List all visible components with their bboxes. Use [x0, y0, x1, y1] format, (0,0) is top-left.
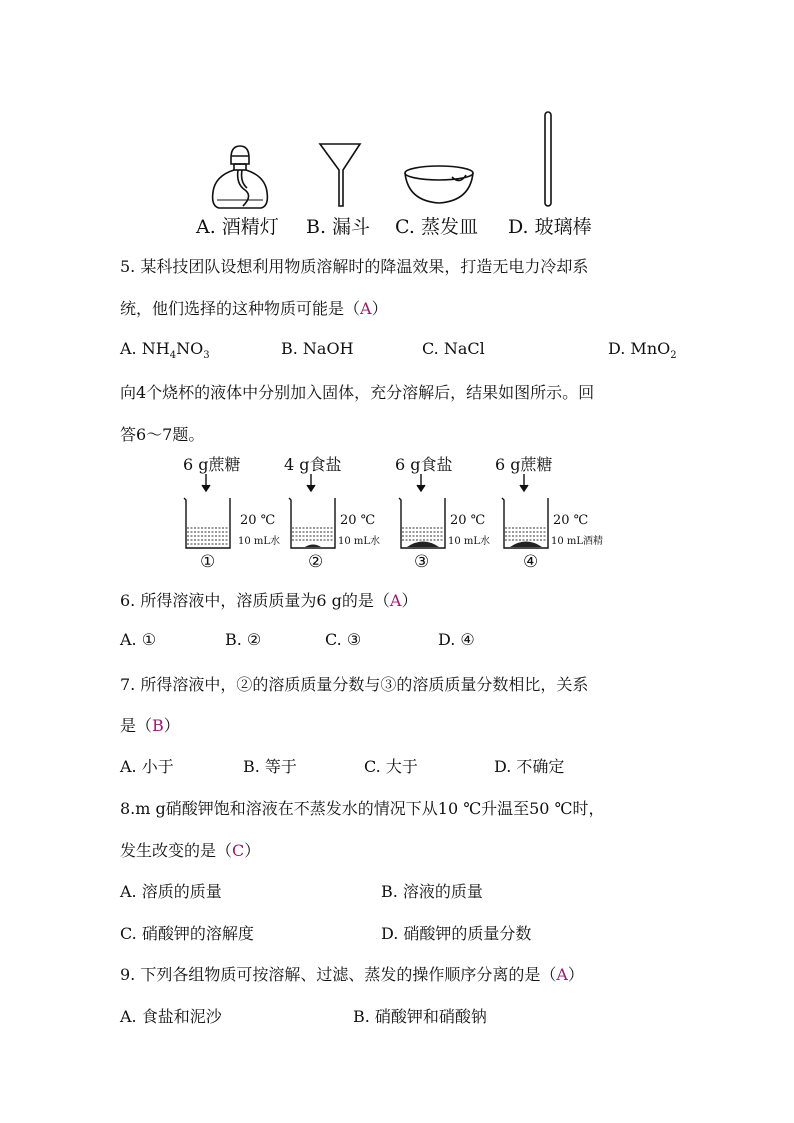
- intro-line2: 答6～7题。: [120, 425, 205, 444]
- q8-answer: C: [232, 841, 245, 860]
- q5-option-b: B. NaOH: [281, 339, 354, 358]
- q8-stem-line1: 8.m g硝酸钾饱和溶液在不蒸发水的情况下从10 ℃升温至50 ℃时，: [120, 799, 605, 818]
- beaker-4-liquid: 10 mL酒精: [551, 536, 604, 547]
- beaker-3-drawing: [393, 472, 453, 552]
- intro-line1: 向4个烧杯的液体中分别加入固体，充分溶解后，结果如图所示。回: [120, 383, 595, 402]
- glass-rod-drawing: [542, 110, 554, 210]
- beaker-1-solute: 6 g蔗糖: [183, 455, 241, 474]
- q9-option-a: A. 食盐和泥沙: [120, 1007, 222, 1026]
- beaker-1-liquid: 10 mL水: [238, 536, 281, 547]
- q6-option-d: D. ④: [438, 630, 475, 649]
- q7-stem-line1: 7. 所得溶液中，②的溶质质量分数与③的溶质质量分数相比，关系: [120, 675, 589, 694]
- q7-stem-line2: 是（B）: [120, 716, 180, 735]
- beaker-2-number: ②: [308, 552, 324, 572]
- beaker-4-drawing: [496, 472, 556, 552]
- apparatus-label-d: D. 玻璃棒: [508, 216, 592, 238]
- beaker-3-temp: 20 ℃: [450, 513, 486, 528]
- beaker-4-number: ④: [523, 552, 539, 572]
- q6-option-a: A. ①: [120, 630, 157, 649]
- evaporating-dish-drawing: [402, 163, 476, 207]
- q7-option-b: B. 等于: [243, 757, 297, 776]
- q7-option-c: C. 大于: [364, 757, 418, 776]
- q9-stem: 9. 下列各组物质可按溶解、过滤、蒸发的操作顺序分离的是（A）: [120, 965, 584, 984]
- apparatus-label-c: C. 蒸发皿: [395, 216, 478, 238]
- q8-option-a: A. 溶质的质量: [120, 882, 222, 901]
- beaker-2-temp: 20 ℃: [340, 513, 376, 528]
- apparatus-label-a: A. 酒精灯: [196, 216, 279, 238]
- q9-option-b: B. 硝酸钾和硝酸钠: [353, 1007, 487, 1026]
- beaker-3-solute: 6 g食盐: [395, 455, 453, 474]
- q6-stem: 6. 所得溶液中，溶质质量为6 g的是（A）: [120, 591, 418, 610]
- q8-option-d: D. 硝酸钾的质量分数: [381, 924, 532, 943]
- q8-stem-line2: 发生改变的是（C）: [120, 841, 261, 860]
- q5-option-d: D. MnO$_2$: [608, 339, 677, 362]
- q8-option-b: B. 溶液的质量: [381, 882, 483, 901]
- q5-stem-line2: 统，他们选择的这种物质可能是（A）: [120, 299, 388, 318]
- q6-option-b: B. ②: [225, 630, 262, 649]
- beaker-4-solute: 6 g蔗糖: [495, 455, 553, 474]
- q5-option-a: A. $NH_4NO_3$: [120, 339, 210, 362]
- q5-stem-line1: 5. 某科技团队设想利用物质溶解时的降温效果，打造无电力冷却系: [120, 257, 589, 276]
- beaker-2-drawing: [283, 472, 343, 552]
- beaker-1-drawing: [178, 472, 238, 552]
- q7-option-a: A. 小于: [120, 757, 174, 776]
- q9-answer: A: [556, 965, 568, 984]
- apparatus-label-b: B. 漏斗: [306, 216, 371, 238]
- q5-answer: A: [360, 299, 372, 318]
- q6-answer: A: [389, 591, 402, 610]
- q7-answer: B: [152, 716, 164, 735]
- beaker-2-solute: 4 g食盐: [284, 455, 342, 474]
- q6-option-c: C. ③: [325, 630, 362, 649]
- q5-option-c: C. NaCl: [422, 339, 485, 358]
- beaker-3-number: ③: [414, 552, 430, 572]
- beaker-1-temp: 20 ℃: [240, 513, 276, 528]
- beaker-4-temp: 20 ℃: [553, 513, 589, 528]
- beaker-3-liquid: 10 mL水: [448, 536, 491, 547]
- q7-option-d: D. 不确定: [494, 757, 565, 776]
- q8-option-c: C. 硝酸钾的溶解度: [120, 924, 254, 943]
- beaker-1-number: ①: [200, 552, 216, 572]
- beaker-2-liquid: 10 mL水: [338, 536, 381, 547]
- funnel-drawing: [318, 140, 362, 210]
- alcohol-lamp-drawing: [205, 140, 275, 212]
